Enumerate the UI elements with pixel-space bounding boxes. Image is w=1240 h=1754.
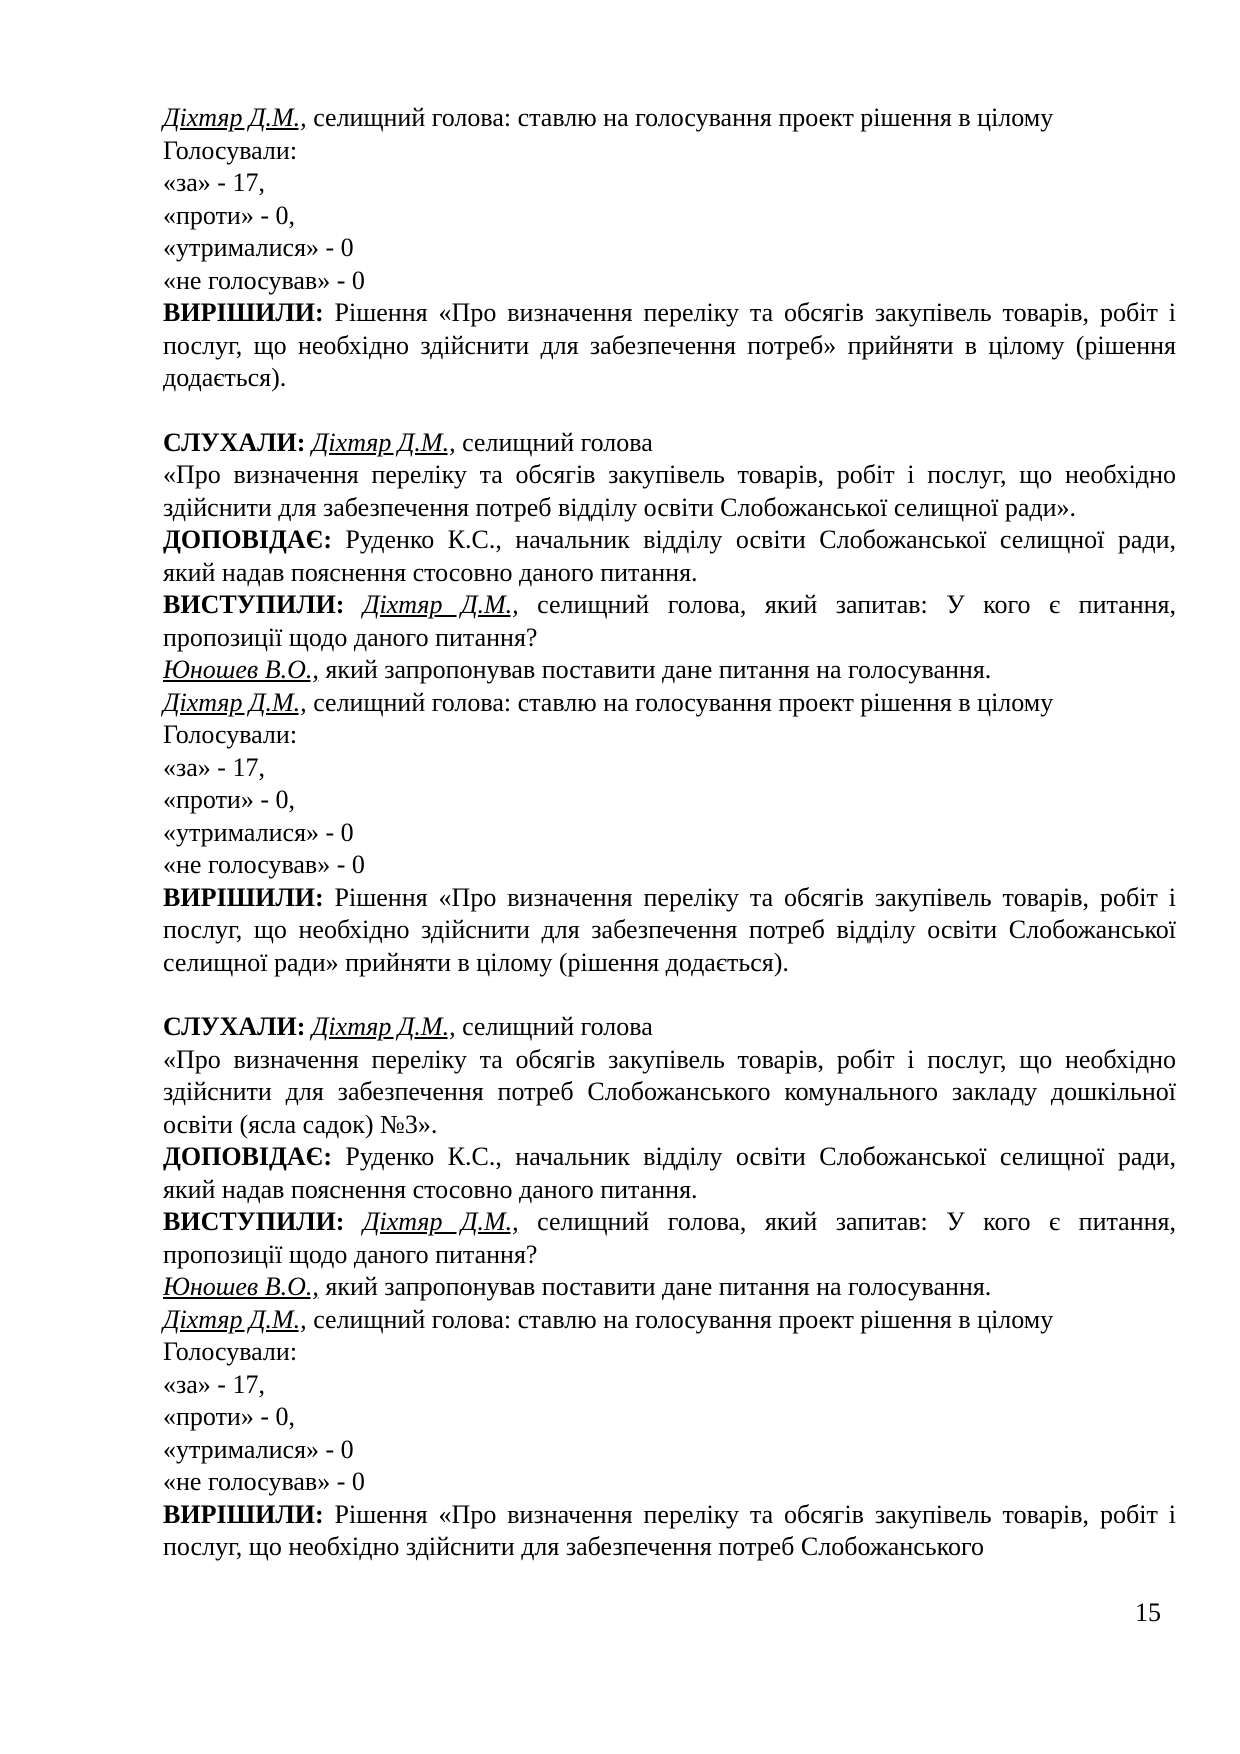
decided-text: Рішення «Про визначення переліку та обсягів закупівель товарів, робіт і послуг, що необхідно здійснити для забезпечення потреб відділу освіти Слобожанської селищної ради» прийняти в цілому (рішення додається).	[163, 882, 1176, 977]
chair-statement	[163, 1304, 1176, 1337]
chair-statement	[163, 102, 1176, 135]
statement-text: селищний голова: ставлю на голосування проект рішення в цілому	[306, 1304, 1054, 1334]
decided-label: ВИРІШИЛИ:	[163, 882, 324, 912]
spoke	[163, 1206, 1176, 1271]
report-text: Руденко К.С., начальник відділу освіти Слобожанської селищної ради, який надав пояснення стосовно даного питання.	[163, 525, 1176, 587]
block-2	[163, 427, 1176, 980]
statement-text: селищний голова: ставлю на голосування проект рішення в цілому	[306, 687, 1054, 717]
speaker-name: Діхтяр Д.М.,	[163, 687, 307, 717]
vote-for: «за» - 17,	[163, 168, 265, 197]
proposer-text: який запропонував поставити дане питання на голосування.	[318, 1272, 992, 1301]
chair-statement	[163, 687, 1176, 720]
report-label: ДОПОВІДАЄ:	[163, 525, 332, 554]
heard-text: селищний голова	[455, 427, 653, 457]
topic: «Про визначення переліку та обсягів закупівель товарів, робіт і послуг, що необхідно здійснити для забезпечення потреб відділу освіти Слобожанської селищної ради».	[163, 460, 1176, 522]
vote-for: «за» - 17,	[163, 1369, 265, 1399]
voted-label: Голосували:	[163, 720, 298, 749]
heard-text: селищний голова	[455, 1012, 653, 1041]
speaker-name: Діхтяр Д.М.,	[163, 103, 307, 132]
proposer-text: який запропонував поставити дане питання на голосування.	[318, 655, 992, 684]
vote-against: «проти» - 0,	[163, 1402, 296, 1431]
proposer-name: Юношев В.О.,	[163, 1272, 319, 1301]
vote-against: «проти» - 0,	[163, 200, 296, 230]
document-body	[163, 102, 1176, 1564]
vote-none: «не голосував» - 0	[163, 850, 365, 879]
report	[163, 1141, 1176, 1206]
heard	[163, 427, 1176, 460]
proposer	[163, 654, 1176, 687]
decided-label: ВИРІШИЛИ:	[163, 298, 324, 327]
block-1	[163, 102, 1176, 395]
proposer	[163, 1271, 1176, 1304]
page-number: 15	[1135, 1598, 1161, 1627]
statement-text: селищний голова: ставлю на голосування проект рішення в цілому	[306, 103, 1054, 132]
report-label: ДОПОВІДАЄ:	[163, 1142, 332, 1171]
spoke	[163, 589, 1176, 654]
heard	[163, 1011, 1176, 1044]
spoke-text: селищний голова, який запитав: У кого є питання, пропозиції щодо даного питання?	[163, 1207, 1176, 1269]
report-text: Руденко К.С., начальник відділу освіти Слобожанської селищної ради, який надав пояснення стосовно даного питання.	[163, 1142, 1176, 1204]
speaker-name: Діхтяр Д.М.,	[311, 427, 456, 457]
decided-label: ВИРІШИЛИ:	[163, 1499, 324, 1529]
speaker-name: Діхтяр Д.М.,	[163, 1304, 307, 1334]
proposer-name: Юношев В.О.,	[163, 655, 319, 684]
speaker-name: Діхтяр Д.М.,	[362, 590, 519, 619]
speaker-name: Діхтяр Д.М.,	[362, 1207, 519, 1236]
heard-label: СЛУХАЛИ:	[163, 427, 306, 457]
speaker-name: Діхтяр Д.М.,	[311, 1012, 456, 1041]
spoke-label: ВИСТУПИЛИ:	[163, 590, 345, 619]
vote-none: «не голосував» - 0	[163, 265, 365, 295]
decision	[163, 882, 1176, 980]
decision	[163, 297, 1176, 395]
decided-text: Рішення «Про визначення переліку та обсягів закупівель товарів, робіт і послуг, що необхідно здійснити для забезпечення потреб Слобожанського	[163, 1499, 1176, 1561]
vote-for: «за» - 17,	[163, 752, 265, 782]
heard-label: СЛУХАЛИ:	[163, 1012, 306, 1041]
topic: «Про визначення переліку та обсягів закупівель товарів, робіт і послуг, що необхідно здійснити для забезпечення потреб Слобожанського комунального закладу дошкільної освіти (ясла садок) №3».	[163, 1044, 1176, 1139]
vote-none: «не голосував» - 0	[163, 1467, 365, 1496]
decision	[163, 1499, 1176, 1564]
vote-abstain: «утрималися» - 0	[163, 233, 354, 262]
vote-abstain: «утрималися» - 0	[163, 1434, 354, 1464]
spoke-label: ВИСТУПИЛИ:	[163, 1207, 345, 1236]
voted-label: Голосували:	[163, 1337, 298, 1366]
spoke-text: селищний голова, який запитав: У кого є питання, пропозиції щодо даного питання?	[163, 590, 1176, 652]
voted-label: Голосували:	[163, 135, 298, 165]
vote-against: «проти» - 0,	[163, 785, 296, 814]
vote-abstain: «утрималися» - 0	[163, 817, 354, 847]
decided-text: Рішення «Про визначення переліку та обсягів закупівель товарів, робіт і послуг, що необхідно здійснити для забезпечення потреб» прийняти в цілому (рішення додається).	[163, 298, 1176, 392]
block-3	[163, 1011, 1176, 1564]
report	[163, 524, 1176, 589]
